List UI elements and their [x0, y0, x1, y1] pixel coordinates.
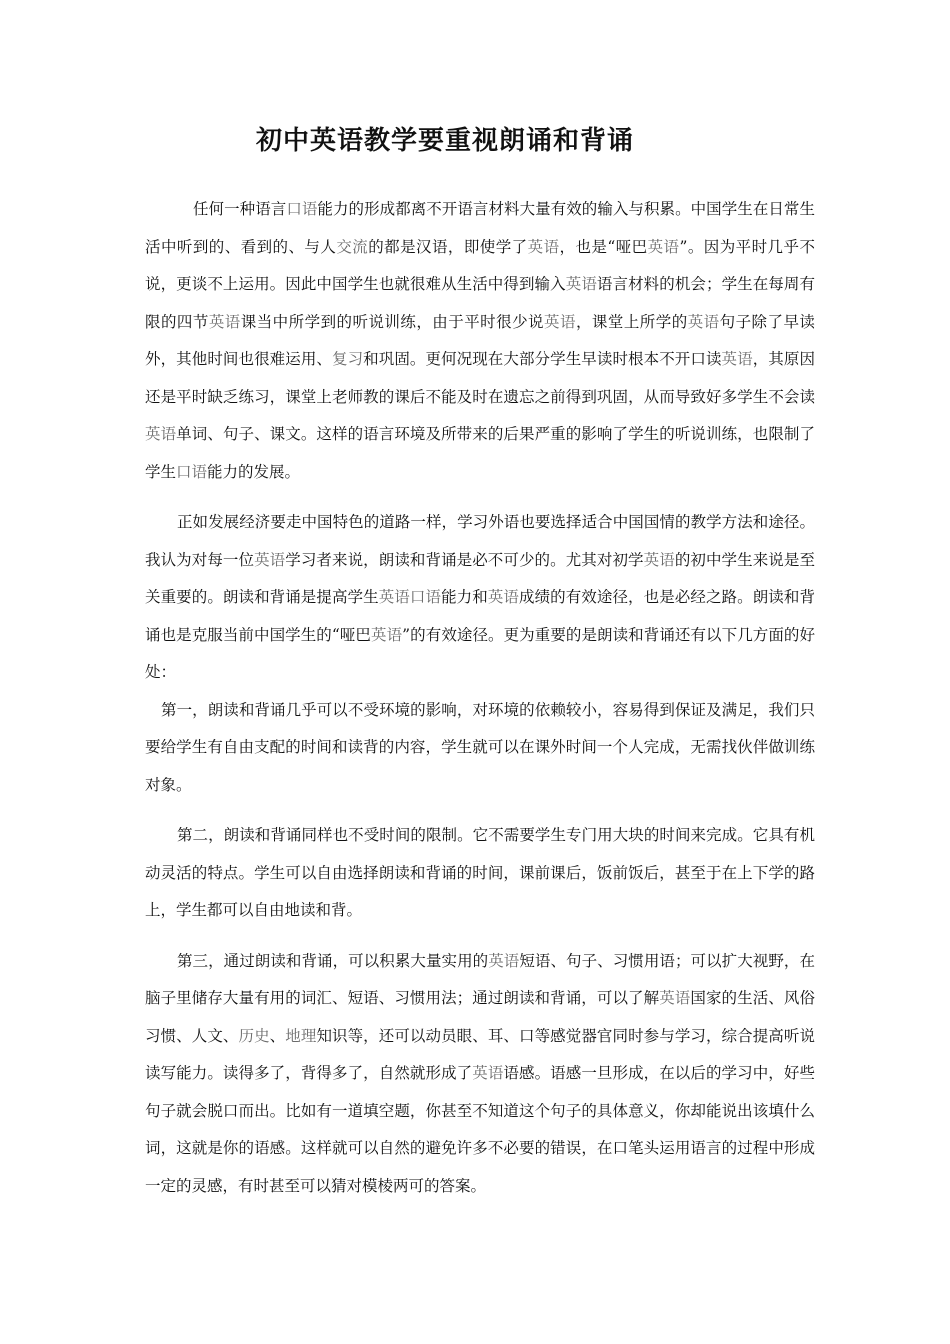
- paragraph-text: 第二，朗读和背诵同样也不受时间的限制。它不需要学生专门用大块的时间来完成。它具有机动灵活的特点。学生可以自由选择朗读和背诵的时间，课前课后，饭前饭后，甚至于在上下学的路上，学生都可以自由地读和背。: [145, 826, 815, 919]
- paragraph-text: 能力和: [441, 588, 488, 606]
- paragraph-text: 任何一种语言: [193, 200, 287, 218]
- paragraph-text: 成绩的有效途径，也是必经之路。朗读和背诵也是克服当前中国学生的“哑巴: [145, 588, 815, 644]
- keyword-link: 英语: [721, 350, 753, 368]
- paragraph-text: 句子除了早读外，其他时间也很难运用、: [145, 312, 815, 368]
- paragraph-text: 能力的发展。: [207, 462, 301, 481]
- keyword-link: 英语: [544, 312, 576, 331]
- paragraph-text: 单词、句子、课文。这样的语言环境及所带来的后果严重的影响了学生的听说训练，也限制了学生: [145, 425, 815, 481]
- keyword-link: 英语: [208, 312, 241, 331]
- keyword-link: 口语: [176, 462, 208, 481]
- paragraph-text: 国家的生活、风俗习惯、人文、: [145, 989, 815, 1045]
- keyword-link: 英语: [647, 237, 680, 256]
- page-title: 初中英语教学要重视朗诵和背诵: [255, 126, 634, 156]
- paragraph: [145, 191, 815, 491]
- paragraph-text: ，其原因还是平时缺乏练习，课堂上老师教的课后不能及时在遗忘之前得到巩固，从而导致好多学生不会读: [145, 350, 815, 406]
- paragraph-text: 正如发展经济要走中国特色的道路一样，学习外语也要选择适合中国国情的教学方法和途径。我认为对每一位: [145, 513, 815, 569]
- keyword-link: 英语: [527, 237, 560, 256]
- keyword-link: 历史: [238, 1026, 270, 1045]
- paragraph-text: 、: [269, 1026, 286, 1045]
- paragraph-spacer: [145, 804, 815, 817]
- paragraph-text: 语言材料的机会；学生在每周有限的四节: [145, 275, 815, 331]
- keyword-link: 英语: [565, 275, 597, 293]
- paragraph-text: 学习者来说，朗读和背诵是必不可少的。尤其对初学: [285, 550, 644, 569]
- keyword-link: 英语: [487, 588, 519, 606]
- paragraph-text: 第三，通过朗读和背诵，可以积累大量实用的: [177, 951, 489, 970]
- paragraph-text: 和巩固。更何况现在大部分学生早读时根本不开口读: [363, 350, 722, 368]
- keyword-link: 英语: [254, 550, 286, 569]
- keyword-link: 英语: [643, 550, 675, 569]
- keyword-link: 英语: [659, 989, 691, 1007]
- paragraph-text: 知识等，还可以动员眼、耳、口等感觉器官同时参与学习，综合提高听说读写能力。读得多了，背得多了，自然就形成了: [145, 1026, 815, 1082]
- paragraph-text: ”的有效途径。更为重要的是朗读和背诵还有以下几方面的好处：: [145, 625, 815, 681]
- paragraph-text: 的都是汉语，即使学了: [368, 237, 528, 256]
- paragraph-text: ”。因为平时几乎不说，更谈不上运用。因此中国学生也就很难从生活中得到输入: [145, 237, 815, 293]
- keyword-link: 英语: [687, 312, 720, 331]
- paragraph-text: ，课堂上所学的: [575, 312, 688, 331]
- keyword-link: 英语: [145, 425, 177, 443]
- keyword-link: 地理: [285, 1026, 317, 1045]
- paragraph-text: 短语、句子、习惯用语；可以扩大视野，在脑子里储存大量有用的词汇、短语、习惯用法；通过朗读和背诵，可以了解: [145, 951, 815, 1007]
- keyword-link: 口语: [286, 200, 318, 218]
- keyword-link: 交流: [336, 237, 369, 256]
- paragraph: [145, 817, 815, 930]
- paragraph-spacer: [145, 930, 815, 943]
- keyword-link: 英语: [472, 1064, 504, 1082]
- keyword-link: 复习: [331, 350, 364, 368]
- paragraph: [145, 943, 815, 1206]
- paragraph-text: 第一，朗读和背诵几乎可以不受环境的影响，对环境的依赖较小，容易得到保证及满足，我们只要给学生有自由支配的时间和读背的内容，学生就可以在课外时间一个人完成，无需找伙伴做训练对象。: [145, 700, 815, 794]
- paragraph-text: 课当中所学到的听说训练，由于平时很少说: [240, 312, 545, 331]
- paragraph-spacer: [145, 491, 815, 504]
- keyword-link: 英语: [378, 588, 410, 606]
- keyword-link: 英语: [371, 625, 403, 644]
- paragraph-text: ，也是“哑巴: [559, 237, 648, 256]
- paragraph-text: 的初中学生来说是至关重要的。朗读和背诵是提高学生: [145, 550, 815, 606]
- paragraph: [145, 692, 815, 805]
- document-body: [145, 191, 815, 1205]
- keyword-link: 口语: [409, 588, 442, 606]
- paragraph-text: 语感。语感一旦形成，在以后的学习中，好些句子就会脱口而出。比如有一道填空题，你甚至不知道这个句子的具体意义，你却能说出该填什么词，这就是你的语感。这样就可以自然的避免许多不必要的错误，在口笔头运用语言的过程中形成一定的灵感，有时甚至可以猜对模棱两可的答案。: [145, 1064, 815, 1195]
- keyword-link: 英语: [488, 951, 520, 970]
- paragraph: [145, 504, 815, 692]
- paragraph-text: 能力的形成都离不开语言材料大量有效的输入与积累。中国学生在日常生活中听到的、看到的、与人: [145, 200, 815, 256]
